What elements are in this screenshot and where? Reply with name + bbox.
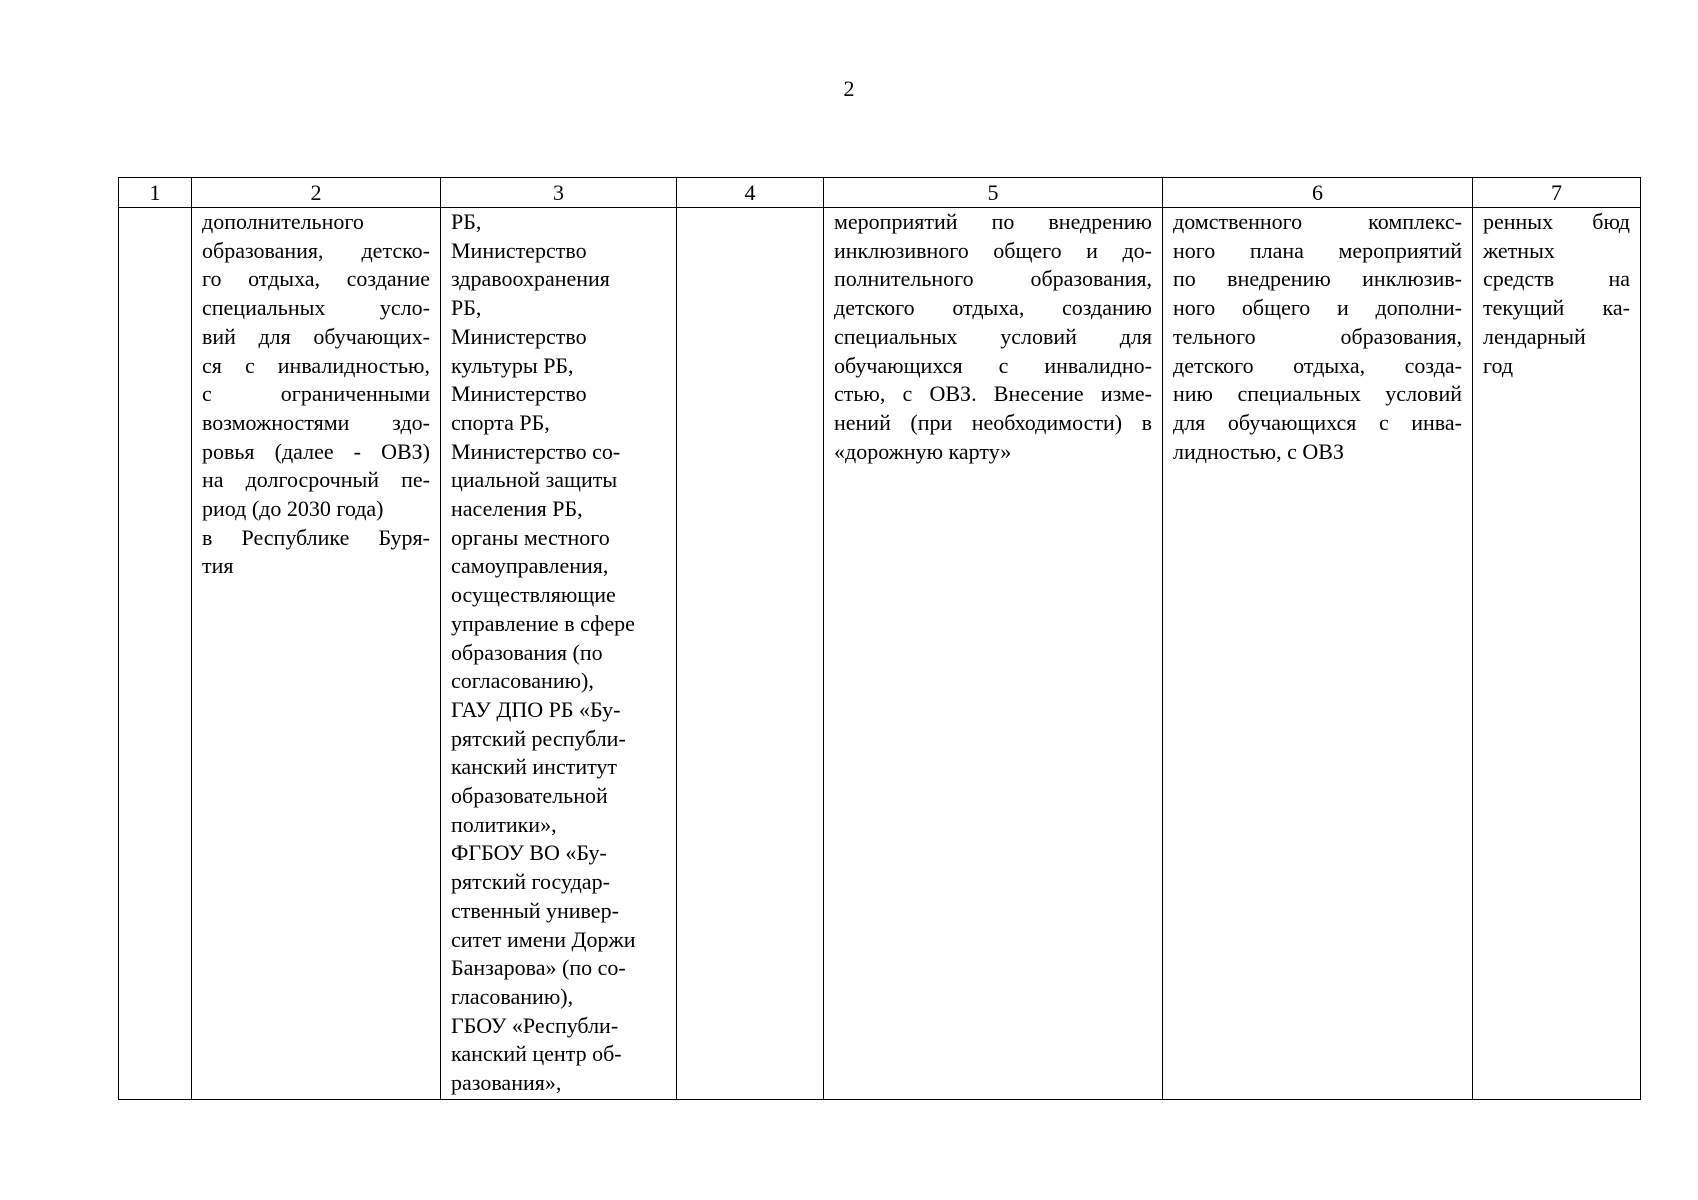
cell-text-line: полнительного образования, [834,266,1152,292]
cell-text-line: канский институт [451,754,618,780]
cell-text-line: детского отдыха, созда- [1173,352,1462,378]
cell-activity-name [192,208,441,1100]
cell-text-line: гласованию), [451,983,574,1009]
cell-text-line: «дорожную карту» [834,438,1012,464]
cell-text-line: самоуправления, [451,553,609,579]
cell-text-line: в Республике Буря- [202,524,430,550]
cell-text-line: рятский государ- [451,869,610,895]
cell-content [824,208,1163,1100]
cell-text-line: Министерство со- [451,438,621,464]
cell-text-line: вий для обучающих- [202,323,430,349]
column-header-5: 5 [824,178,1163,208]
cell-result [1163,208,1473,1100]
cell-text-line: образования, детско- [202,237,430,263]
page-number: 2 [843,76,855,101]
cell-text-line: риод (до 2030 года) [202,496,384,522]
cell-text-line: тия [202,553,234,579]
cell-text-line: мероприятий по внедрению [834,209,1152,234]
cell-text-line: текущий ка- [1483,295,1630,321]
cell-text-line: го отдыха, создание [202,266,430,292]
cell-text-line: политики», [451,811,557,837]
cell-text-line: спорта РБ, [451,409,550,435]
cell-text-line: ся с инвалидностью, [202,352,430,378]
cell-text-line: специальных условий для [834,323,1152,349]
plan-table [118,177,1641,1100]
column-header-3: 3 [441,178,677,208]
header-row [119,178,1641,208]
table-row [119,208,1641,1100]
cell-text-line: населения РБ, [451,496,583,522]
cell-text-line: здравоохранения [451,266,610,292]
cell-text-line: ГАУ ДПО РБ «Бу- [451,696,621,722]
cell-text-line: канский центр об- [451,1041,622,1067]
cell-text-line: для обучающихся с инва- [1173,409,1462,435]
cell-text-line: разования», [451,1070,562,1096]
cell-text-line: осуществляющие [451,582,616,608]
column-header-6: 6 [1163,178,1473,208]
cell-text-line: средств на [1483,266,1630,292]
cell-text-line: ного общего и дополни- [1173,295,1462,321]
cell-text-line: Банзарова» (по со- [451,955,626,981]
cell-text-line: ровья (далее - ОВЗ) [202,438,430,464]
cell-text-line: инклюзивного общего и до- [834,237,1152,263]
column-header-4: 4 [677,178,824,208]
cell-text-line: стью, с ОВЗ. Внесение изме- [834,381,1152,407]
cell-col-1 [119,208,192,1100]
cell-text-line: ственный универ- [451,897,619,923]
cell-text-line: согласованию), [451,668,594,694]
cell-text-line: дополнительного [202,209,364,234]
cell-responsible [441,208,677,1100]
cell-text-line: Министерство [451,323,587,349]
cell-text-line: Министерство [451,381,587,407]
cell-text-line: ного плана мероприятий [1173,237,1462,263]
cell-text-line: жетных [1483,237,1555,263]
cell-text-line: ГБОУ «Республи- [451,1012,619,1038]
cell-text-line: на долгосрочный пе- [202,467,430,493]
cell-text-line: Министерство [451,237,587,263]
cell-text-line: ФГБОУ ВО «Бу- [451,840,607,866]
cell-col-4 [677,208,824,1100]
cell-text-line: ренных бюд [1483,209,1630,234]
cell-text-line: год [1483,352,1514,378]
cell-text-line: возможностями здо- [202,409,430,435]
cell-text-line: обучающихся с инвалидно- [834,352,1152,378]
cell-text-line: РБ, [451,295,482,321]
cell-text-line: циальной защиты [451,467,618,493]
column-header-2: 2 [192,178,441,208]
cell-text-line: РБ, [451,209,482,234]
cell-text-line: домственного комплекс- [1173,209,1462,234]
cell-text-line: нию специальных условий [1173,381,1462,407]
cell-text-line: тельного образования, [1173,323,1462,349]
cell-text-line: органы местного [451,524,610,550]
cell-text-line: лендарный [1483,323,1586,349]
cell-text-line: культуры РБ, [451,352,574,378]
cell-funding [1473,208,1641,1100]
column-header-1: 1 [119,178,192,208]
cell-text-line: образования (по [451,639,603,665]
column-header-7: 7 [1473,178,1641,208]
cell-text-line: ситет имени Доржи [451,926,636,952]
cell-text-line: управление в сфере [451,610,635,636]
cell-text-line: специальных усло- [202,295,430,321]
cell-text-line: лидностью, с ОВЗ [1173,438,1344,464]
cell-text-line: рятский республи- [451,725,626,751]
cell-text-line: детского отдыха, созданию [834,295,1152,321]
cell-text-line: образовательной [451,783,608,809]
cell-text-line: с ограниченными [202,381,430,407]
cell-text-line: нений (при необходимости) в [834,409,1152,435]
cell-text-line: по внедрению инклюзив- [1173,266,1462,292]
